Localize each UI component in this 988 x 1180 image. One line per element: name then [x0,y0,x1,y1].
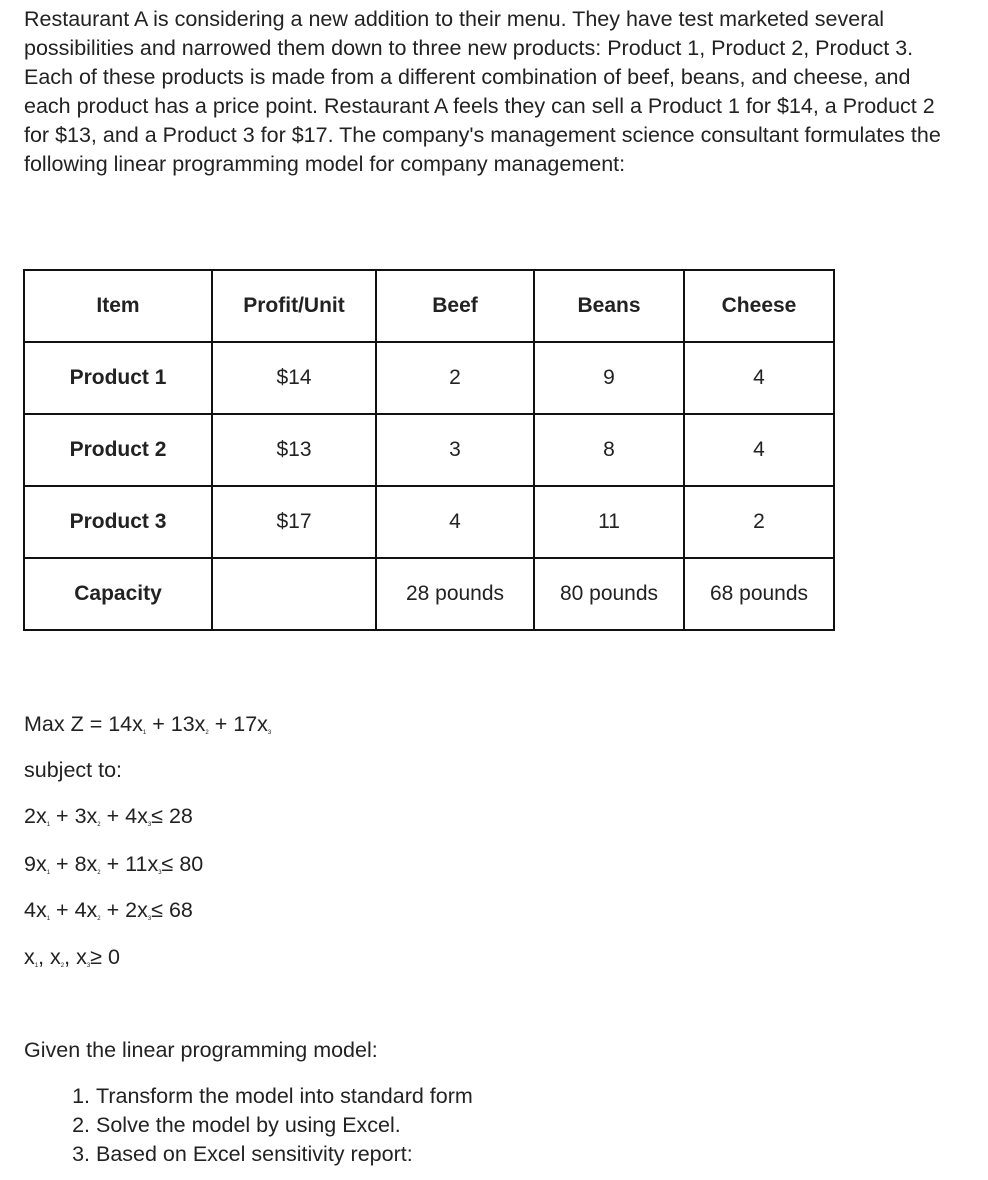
cell-beef: 28 pounds [376,558,534,630]
header-item: Item [24,270,212,342]
list-item: 2. Solve the model by using Excel. [96,1111,473,1140]
term: + 2x [100,898,148,922]
subscript: 3 [267,730,272,736]
constraint-beef [24,803,193,829]
cell-beans: 8 [534,414,684,486]
cell-profit [212,558,376,630]
cell-beans: 11 [534,486,684,558]
constraint-cheese [24,897,193,923]
subscript: 1 [142,730,147,736]
subscript: 1 [34,963,39,969]
rhs: ≤ 68 [151,898,193,922]
cell-beans: 9 [534,342,684,414]
term: x [24,945,35,969]
term: 2x [24,804,47,828]
subscript: 3 [147,916,152,922]
subscript: 2 [205,730,209,736]
rhs: ≤ 28 [151,804,193,828]
term: 9x [24,852,47,876]
subject-to-label: subject to: [24,758,122,782]
table-row [24,342,834,414]
table-row [24,486,834,558]
subscript: 3 [86,963,91,969]
subscript: 1 [46,870,51,876]
objective-function [24,711,271,737]
row-label: Product 2 [24,414,212,486]
cell-cheese: 4 [684,342,834,414]
cell-beef: 2 [376,342,534,414]
task-list [24,1082,473,1169]
cell-cheese: 2 [684,486,834,558]
cell-beans: 80 pounds [534,558,684,630]
term: + 8x [50,852,98,876]
header-beans: Beans [534,270,684,342]
rhs: ≥ 0 [90,945,120,969]
term: + 4x [50,898,98,922]
cell-cheese: 4 [684,414,834,486]
objective-term-2: + 13x [146,712,206,736]
constraint-beans [24,851,203,877]
row-label: Capacity [24,558,212,630]
header-profit: Profit/Unit [212,270,376,342]
cell-profit: $13 [212,414,376,486]
subscript: 1 [46,822,51,828]
table-header-row [24,270,834,342]
term: 4x [24,898,47,922]
cell-cheese: 68 pounds [684,558,834,630]
table-row-capacity [24,558,834,630]
term: + 11x [100,852,159,876]
header-beef: Beef [376,270,534,342]
list-item: 3. Based on Excel sensitivity report: [96,1140,473,1169]
subscript: 2 [97,870,101,876]
header-cheese: Cheese [684,270,834,342]
objective-term-3: + 17x [208,712,268,736]
nonnegativity-constraint [24,944,120,970]
cell-beef: 3 [376,414,534,486]
subscript: 1 [46,916,51,922]
term: , x [38,945,61,969]
term: + 3x [50,804,98,828]
cell-beef: 4 [376,486,534,558]
rhs: ≤ 80 [161,852,204,876]
table-row [24,414,834,486]
term: , x [64,945,87,969]
given-statement: Given the linear programming model: [24,1038,378,1062]
product-table [23,269,835,631]
subscript: 2 [97,822,101,828]
cell-profit: $14 [212,342,376,414]
problem-statement: Restaurant A is considering a new addition to their menu. They have test marketed several possibilities and narrowed them down to three new products: Product 1, Product 2, Product 3. Each of these products is made from a different combination of beef, beans, and cheese, and each product has a price point. Restaurant A feels they can sell a Product 1 for $14, a Product 2 for $13, and a Product 3 for $17. The company's management science consultant formulates the following linear programming model for company management: [24,7,941,176]
row-label: Product 1 [24,342,212,414]
objective-term-1: Max Z = 14x [24,712,143,736]
cell-profit: $17 [212,486,376,558]
subscript: 3 [158,870,162,876]
subscript: 2 [60,963,65,969]
row-label: Product 3 [24,486,212,558]
term: + 4x [100,804,148,828]
list-item: 1. Transform the model into standard form [96,1082,473,1111]
subscript: 3 [147,822,152,828]
subscript: 2 [97,916,101,922]
